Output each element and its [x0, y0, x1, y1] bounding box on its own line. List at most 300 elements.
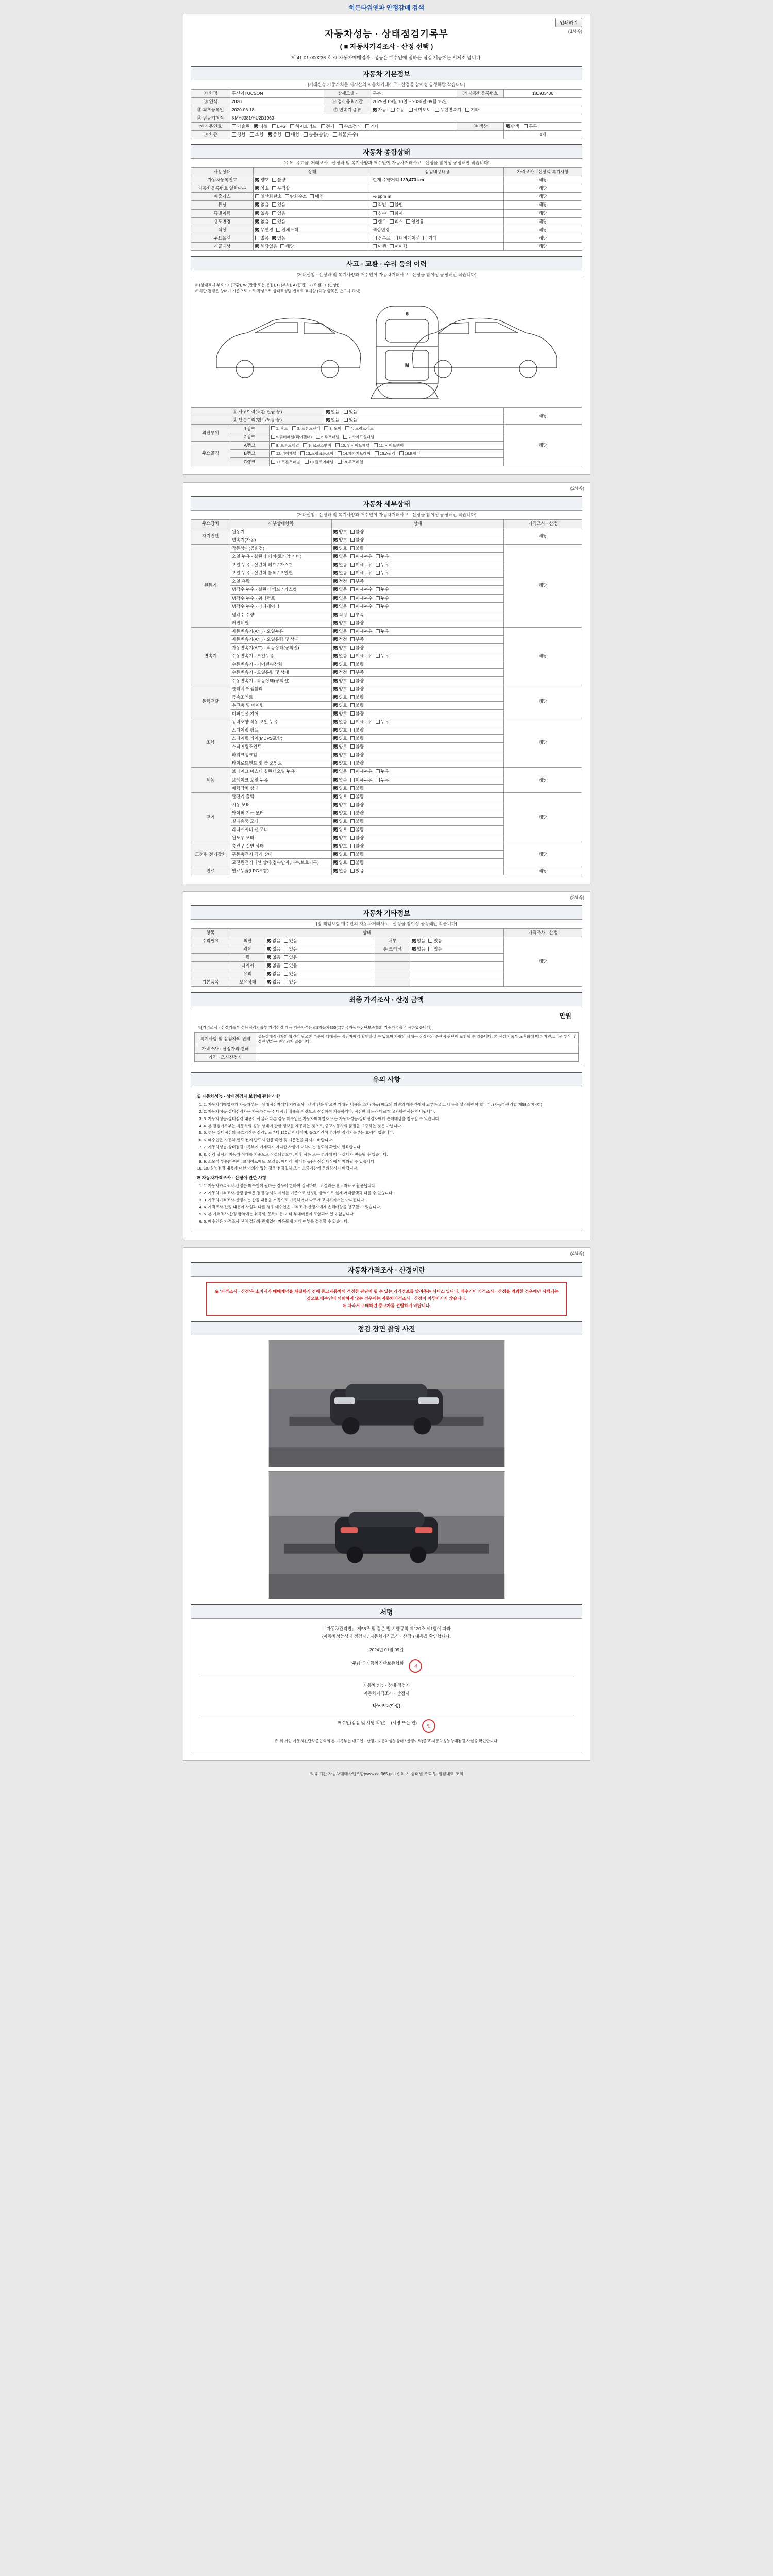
etc-row-label: 기본품목 — [191, 978, 230, 987]
opt-checked[interactable]: 양호 — [333, 802, 347, 808]
opt-na[interactable]: 해당없음 — [255, 244, 277, 249]
section-guide: 자동차가격조사 · 산정이란 — [191, 1262, 582, 1277]
opt-unchecked[interactable]: 누유 — [376, 554, 389, 560]
opt-fuel-diesel[interactable]: 디젤 — [254, 124, 267, 129]
opt-none[interactable]: 없음 — [255, 202, 268, 208]
opt-unchecked[interactable]: 불량 — [350, 546, 364, 551]
opt-yes[interactable]: 있음 — [272, 235, 285, 241]
part-hood[interactable]: 1. 후드 — [271, 426, 288, 431]
notice-item: 7. 7. 자동차성능·상태점검기록부에 기재되지 아니한 사항에 대하여는 별도의 확인이 필요합니다. — [204, 1144, 577, 1150]
notice-item: 3. 3. 자동차성능·상태점검 내용이 사실과 다른 경우 매수인은 자동차매매업자 또는 자동차성능·상태점검자에게 손해배상을 청구할 수 있습니다. — [204, 1116, 577, 1122]
detail-group-remark: 해당 — [504, 792, 582, 842]
detail-item-label: 추진축 및 베어링 — [230, 702, 331, 710]
opt-checked[interactable]: 양호 — [333, 835, 347, 841]
opt-smoke[interactable]: 매연 — [310, 194, 323, 199]
part-roof-rail[interactable]: 19.루프레일 — [338, 460, 363, 465]
opt-unchecked[interactable]: 미세누유 — [350, 554, 373, 560]
opt-checked[interactable]: 없음 — [412, 938, 425, 944]
opt-checked[interactable]: 적정 — [333, 670, 347, 675]
table-row — [195, 1032, 579, 1045]
opt-checked[interactable]: 양호 — [333, 686, 347, 692]
opt-unchecked[interactable]: 미세누유 — [350, 570, 373, 576]
opt-good[interactable]: 양호 — [255, 185, 268, 191]
section-etc: 자동차 기타정보 — [191, 905, 582, 920]
opt-biz[interactable]: 영업용 — [406, 219, 424, 225]
opt-notdone[interactable]: 미이행 — [390, 244, 408, 249]
opt-bad[interactable]: 부적합 — [272, 185, 290, 191]
detail-group-label: 자기진단 — [191, 528, 230, 545]
part-floor-panel[interactable]: 18.플로어패널 — [305, 460, 334, 465]
etc-row-options2 — [410, 962, 504, 970]
part-front-panel2[interactable]: 17.프론트패널 — [271, 460, 300, 465]
opt-applicable[interactable]: 해당 — [280, 244, 294, 249]
part-front-panel[interactable]: 8. 프론트패널 — [271, 443, 299, 448]
opt-done[interactable]: 이행 — [373, 244, 386, 249]
row-label: 리콜대상 — [191, 242, 254, 250]
opt-checked[interactable]: 없음 — [333, 587, 347, 592]
opt-co[interactable]: 일산화탄소 — [255, 194, 281, 199]
opt-unchecked[interactable]: 부족 — [350, 637, 364, 642]
notice-item: 8. 8. 점검 당시의 자동차 상태를 기준으로 작성되었으며, 이후 사용 또는 경과에 따라 상태가 변동될 수 있습니다. — [204, 1151, 577, 1158]
opt-unchecked[interactable]: 불량 — [350, 843, 364, 849]
opt-class-mid[interactable]: 중형 — [268, 132, 281, 138]
opt-fullpaint[interactable]: 전체도색 — [276, 227, 298, 233]
detail-item-options — [332, 668, 504, 676]
detail-item-options — [332, 842, 504, 850]
detail-item-label: 수동변속기 - 오일누유 — [230, 652, 331, 660]
opt-unchecked[interactable]: 있음 — [284, 955, 297, 960]
opt-color-two[interactable]: 투톤 — [524, 124, 537, 129]
opt-rep-yes[interactable]: 있음 — [344, 417, 357, 423]
opt-unchecked[interactable]: 불량 — [350, 537, 364, 543]
opt-unchecked[interactable]: 누유 — [376, 777, 389, 783]
opt-unchecked[interactable]: 불량 — [350, 703, 364, 708]
opt-unchecked[interactable]: 불량 — [350, 529, 364, 535]
part-trunk-floor[interactable]: 13.트렁크플로어 — [300, 451, 333, 456]
detail-item-label: 윈도우 모터 — [230, 834, 331, 842]
opt-unchecked[interactable]: 누수 — [376, 604, 389, 609]
section-etc-caption: [장 책임보험 매수인의 자동차거래사고 · 산정물 참이성 공정해만 작습니다] — [316, 921, 457, 927]
detail-item-options — [332, 792, 504, 801]
opt-trans-manual[interactable]: 수동 — [391, 107, 404, 113]
parts-rank2 — [269, 433, 503, 441]
opt-unchecked[interactable]: 불량 — [350, 810, 364, 816]
opt-trans-auto[interactable]: 자동 — [373, 107, 386, 113]
value-spec: 구분 : — [371, 90, 457, 98]
opt-unchecked[interactable]: 누수 — [376, 596, 389, 601]
opt-checked[interactable]: 적정 — [333, 579, 347, 584]
etc-row-sub2 — [375, 978, 410, 987]
opt-checked[interactable]: 없음 — [333, 653, 347, 659]
opt-unchecked[interactable]: 불량 — [350, 744, 364, 750]
opt-trans-etc[interactable]: 기타 — [465, 107, 479, 113]
detail-item-options — [332, 619, 504, 627]
opt-checked[interactable]: 없음 — [267, 938, 280, 944]
value-buyer-sign: (서명 또는 인) — [391, 1720, 417, 1726]
detail-item-options — [332, 784, 504, 792]
opt-fuel-etc[interactable]: 기타 — [365, 124, 379, 129]
opt-good[interactable]: 양호 — [255, 177, 268, 183]
opt-unchecked[interactable]: 부족 — [350, 612, 364, 618]
etc-row-sub: 보유상태 — [230, 978, 265, 987]
part-front-fender[interactable]: 2. 프론트펜더 — [292, 426, 321, 431]
signature-date: 2024년 01월 09일 — [369, 1647, 404, 1653]
opt-checked[interactable]: 양호 — [333, 827, 347, 833]
opt-class-truck[interactable]: 화물(특수) — [333, 132, 358, 138]
detail-item-label: 브레이크 오일 누유 — [230, 776, 331, 784]
opt-checked[interactable]: 없음 — [333, 769, 347, 774]
opt-unchecked[interactable]: 미세누유 — [350, 769, 373, 774]
page-label-4: (4/4쪽) — [570, 1250, 584, 1256]
opt-legal[interactable]: 적법 — [373, 202, 386, 208]
opt-unchecked[interactable]: 있음 — [428, 938, 442, 944]
signature-statement-1: 「자동차관리법」 제58조 및 같은 법 시행규칙 제120조 제1항에 따라 — [322, 1625, 451, 1631]
opt-color-single[interactable]: 단색 — [506, 124, 519, 129]
opt-unchecked[interactable]: 미세누유 — [350, 629, 373, 634]
detail-item-label: 고전원전기배선 상태(접속단자,피복,보호기구) — [230, 859, 331, 867]
opt-unchecked[interactable]: 미세누수 — [350, 604, 373, 609]
detail-item-options — [332, 693, 504, 702]
detail-group-remark: 해당 — [504, 842, 582, 867]
opt-yes[interactable]: 있음 — [272, 219, 285, 225]
opt-unchecked[interactable]: 누유 — [376, 653, 389, 659]
detail-item-options — [332, 867, 504, 875]
part-side-member[interactable]: 11. 사이드멤버 — [374, 443, 404, 448]
th-etc-2: 가격조사 · 산정 — [504, 929, 582, 937]
page-subtitle: ( ■ 자동차가격조사 · 산정 선택 ) — [340, 43, 433, 50]
label-simple-repair: ② 단순수리(덴트/도장 등) — [191, 416, 324, 424]
opt-flood[interactable]: 침수 — [373, 211, 386, 216]
page-label-2: (2/4쪽) — [570, 486, 584, 492]
detail-item-options — [332, 801, 504, 809]
opt-unchecked[interactable]: 있음 — [350, 868, 364, 874]
accident-summary-table — [191, 408, 582, 425]
opt-checked[interactable]: 양호 — [333, 860, 347, 866]
opt-unchecked[interactable]: 불량 — [350, 736, 364, 741]
page-1 — [183, 14, 590, 475]
row-opts — [254, 193, 371, 201]
page-title: 자동차성능 · 상태점검기록부 — [325, 29, 448, 39]
opt-checked[interactable]: 없음 — [267, 963, 280, 969]
part-rear-panel[interactable]: 12.리어패널 — [271, 451, 296, 456]
opt-unchecked[interactable]: 불량 — [350, 852, 364, 857]
opt-unchecked[interactable]: 미세누유 — [350, 719, 373, 725]
opt-unchecked[interactable]: 불량 — [350, 686, 364, 692]
opt-unchecked[interactable]: 누유 — [376, 629, 389, 634]
opt-checked[interactable]: 양호 — [333, 843, 347, 849]
opt-checked[interactable]: 없음 — [333, 554, 347, 560]
part-b-pillar[interactable]: 16.B필러 — [399, 451, 420, 456]
price-amount-row — [194, 1009, 579, 1023]
opt-unchecked[interactable]: 불량 — [350, 794, 364, 800]
detail-group-label: 동력전달 — [191, 685, 230, 718]
opt-checked[interactable]: 양호 — [333, 537, 347, 543]
rank-c: C랭크 — [230, 458, 269, 466]
detail-item-options — [332, 528, 504, 536]
etc-row-label — [191, 970, 230, 978]
opt-trans-semi[interactable]: 세미오토 — [409, 107, 431, 113]
table-row — [191, 217, 582, 226]
opt-unchecked[interactable]: 있음 — [284, 946, 297, 952]
part-a-pillar[interactable]: 15.A필러 — [375, 451, 395, 456]
opt-unchecked[interactable]: 누유 — [376, 769, 389, 774]
label-inspector-note: 특기사항 및 점검자의 견해 — [195, 1032, 256, 1045]
opt-unchecked[interactable]: 누유 — [376, 562, 389, 568]
opt-unchecked[interactable]: 불량 — [350, 860, 364, 866]
signature-footer-note: ※ 위 기입 자동차진단보증협회의 본 기록부는 매도인 · 산정 / 자동차성능상태 / 산정이력(중고)자동차성능상태점검 사실을 확인합니다. — [274, 1739, 499, 1744]
row-opts — [254, 176, 371, 184]
row-note: 색상변경 — [371, 226, 504, 234]
opt-class-large[interactable]: 대형 — [285, 132, 299, 138]
opt-acc-yes[interactable]: 있음 — [344, 409, 357, 415]
notice-item: 5. 5. 성능·상태점검의 유효기간은 점검일로부터 120일 이내이며, 유효기간이 경과한 점검기록부는 효력이 없습니다. — [204, 1130, 577, 1136]
detail-item-label: 동력조향 작동 오일 누유 — [230, 718, 331, 726]
section-photos: 점검 장면 촬영 사진 — [191, 1321, 582, 1335]
detail-item-label: 수동변속기 - 오일유량 및 상태 — [230, 668, 331, 676]
opt-unchecked[interactable]: 불량 — [350, 802, 364, 808]
opt-fuel-hybrid[interactable]: 하이브리드 — [290, 124, 316, 129]
opt-fuel-gasoline[interactable]: 가솔린 — [232, 124, 250, 129]
opt-unchecked[interactable]: 있음 — [284, 971, 297, 977]
opt-illegal[interactable]: 불법 — [390, 202, 403, 208]
etc-row-label — [191, 945, 230, 954]
opt-checked[interactable]: 없음 — [333, 629, 347, 634]
value-transmission — [371, 106, 582, 114]
opt-checked[interactable]: 양호 — [333, 645, 347, 651]
opt-unchecked[interactable]: 불량 — [350, 835, 364, 841]
opt-checked[interactable]: 없음 — [267, 946, 280, 952]
opt-unchecked[interactable]: 불량 — [350, 678, 364, 684]
opt-checked[interactable]: 적정 — [333, 637, 347, 642]
value-year: 2020 — [230, 98, 324, 106]
opt-unchecked[interactable]: 미세누수 — [350, 596, 373, 601]
notice-item: 6. 6. 매수인은 가격조사·산정 결과와 관계없이 자유롭게 거래 여부를 결정할 수 있습니다. — [204, 1218, 577, 1225]
opt-unchecked[interactable]: 불량 — [350, 711, 364, 717]
opt-unchecked[interactable]: 미세누유 — [350, 777, 373, 783]
etc-row-options2 — [410, 970, 504, 978]
opt-checked[interactable]: 양호 — [333, 694, 347, 700]
detail-item-options — [332, 586, 504, 594]
table-row — [195, 1045, 579, 1054]
th-overall-3: 가격조사 · 산정액 특기사항 — [504, 168, 582, 176]
opt-none[interactable]: 없음 — [255, 235, 268, 241]
opt-unchecked[interactable]: 불량 — [350, 819, 364, 824]
table-row — [191, 792, 582, 801]
opt-checked[interactable]: 양호 — [333, 546, 347, 551]
opt-checked[interactable]: 없음 — [267, 955, 280, 960]
notice-item: 1. 1. 자동차가격조사·산정은 매수인이 원하는 경우에 한하여 실시하며, 그 결과는 참고자료로 활용됩니다. — [204, 1183, 577, 1189]
notice-body — [191, 1086, 582, 1231]
opt-rent[interactable]: 렌트 — [373, 219, 386, 225]
opt-unchecked[interactable]: 누유 — [376, 719, 389, 725]
etc-row-options — [265, 978, 375, 987]
svg-text:M: M — [405, 362, 409, 368]
opt-unchecked[interactable]: 미세누유 — [350, 562, 373, 568]
detail-item-options — [332, 561, 504, 569]
opt-checked[interactable]: 양호 — [333, 786, 347, 791]
opt-checked[interactable]: 없음 — [333, 604, 347, 609]
opt-unchecked[interactable]: 불량 — [350, 827, 364, 833]
opt-fuel-ev[interactable]: 전기 — [321, 124, 334, 129]
opt-unchecked[interactable]: 불량 — [350, 645, 364, 651]
section-notice: 유의 사항 — [191, 1072, 582, 1086]
opt-checked[interactable]: 양호 — [333, 852, 347, 857]
opt-unchecked[interactable]: 있음 — [428, 946, 442, 952]
opt-fuel-lpg[interactable]: LPG — [272, 124, 286, 129]
value-vin: 18J9J34J6 — [504, 90, 582, 98]
row-note — [371, 242, 504, 250]
detail-item-label: 실내송풍 모터 — [230, 817, 331, 825]
detail-group-label: 원동기 — [191, 545, 230, 627]
opt-class-small[interactable]: 소형 — [250, 132, 263, 138]
opt-none[interactable]: 없음 — [255, 219, 268, 225]
opt-checked[interactable]: 양호 — [333, 752, 347, 758]
opt-trans-cvt[interactable]: 무단변속기 — [435, 107, 461, 113]
label-color: ⑩ 색상 — [457, 123, 504, 131]
opt-checked[interactable]: 양호 — [333, 736, 347, 741]
opt-checked[interactable]: 양호 — [333, 662, 347, 667]
opt-lease[interactable]: 리스 — [390, 219, 403, 225]
opt-unchecked[interactable]: 불량 — [350, 727, 364, 733]
opt-unchecked[interactable]: 불량 — [350, 752, 364, 758]
table-row — [191, 242, 582, 250]
opt-checked[interactable]: 없음 — [267, 971, 280, 977]
opt-nochange[interactable]: 무변경 — [255, 227, 273, 233]
opt-unchecked[interactable]: 불량 — [350, 694, 364, 700]
opt-unchecked[interactable]: 누유 — [376, 570, 389, 576]
detail-item-options — [332, 751, 504, 759]
opt-checked[interactable]: 양호 — [333, 678, 347, 684]
opt-class-light[interactable]: 경형 — [232, 132, 245, 138]
label-year: ③ 연식 — [191, 98, 230, 106]
opt-checked[interactable]: 양호 — [333, 620, 347, 626]
part-door[interactable]: 3. 도어 — [324, 426, 341, 431]
opt-checked[interactable]: 없음 — [333, 868, 347, 874]
detail-item-options — [332, 652, 504, 660]
opt-yes[interactable]: 있음 — [272, 202, 285, 208]
row-remark: 해당 — [504, 201, 582, 209]
part-trunk-lid[interactable]: 4. 트렁크리드 — [345, 426, 374, 431]
part-package-tray[interactable]: 14.패키지트레이 — [338, 451, 371, 456]
detail-item-label: 자동변속기(A/T) - 오일유량 및 상태 — [230, 635, 331, 643]
opt-checked[interactable]: 없음 — [267, 979, 280, 985]
page-label-3: (3/4쪽) — [570, 895, 584, 901]
detail-item-label: 오일 누유 - 실린더 커버(로커암 커버) — [230, 553, 331, 561]
label-car-name: ① 차명 — [191, 90, 230, 98]
detail-item-label: 냉각수 누수 - 라디에이터 — [230, 602, 331, 611]
detail-item-options — [332, 611, 504, 619]
opt-checked[interactable]: 양호 — [333, 711, 347, 717]
signature-row-appraiser — [199, 1690, 574, 1698]
opt-unchecked[interactable]: 불량 — [350, 760, 364, 766]
part-inside-panel[interactable]: 10. 인사이드패널 — [335, 443, 369, 448]
th-detail-2: 상태 — [332, 520, 504, 528]
opt-class-van[interactable]: 승용(승합) — [304, 132, 329, 138]
opt-unchecked[interactable]: 불량 — [350, 620, 364, 626]
detail-group-remark: 해당 — [504, 528, 582, 545]
opt-checked[interactable]: 양호 — [333, 819, 347, 824]
opt-fire[interactable]: 화재 — [390, 211, 403, 216]
row-remark: 해당 — [504, 184, 582, 193]
opt-checked[interactable]: 양호 — [333, 529, 347, 535]
opt-etc[interactable]: 기타 — [423, 235, 436, 241]
opt-unchecked[interactable]: 미세누수 — [350, 587, 373, 592]
row-note — [371, 184, 504, 193]
opt-unchecked[interactable]: 불량 — [350, 662, 364, 667]
opt-checked[interactable]: 없음 — [333, 562, 347, 568]
opt-unchecked[interactable]: 있음 — [284, 979, 297, 985]
group-main-frame: 주요골격 — [191, 441, 230, 466]
row-note: % ppm m — [371, 193, 504, 201]
opt-checked[interactable]: 적정 — [333, 612, 347, 618]
opt-checked[interactable]: 양호 — [333, 744, 347, 750]
opt-unchecked[interactable]: 부족 — [350, 579, 364, 584]
svg-text:6: 6 — [406, 311, 409, 316]
opt-checked[interactable]: 없음 — [412, 946, 425, 952]
opt-fuel-hydrogen[interactable]: 수소전기 — [339, 124, 361, 129]
section-basic-caption: [거래신청 가중가치문 제시산의 자동차거래사고 · 산정물 참이성 공정해만 작습니다] — [308, 82, 465, 87]
opt-bad[interactable]: 불량 — [272, 177, 285, 183]
opt-acc-none[interactable]: 없음 — [326, 409, 339, 415]
row-label: 색상 — [191, 226, 254, 234]
print-button[interactable]: 인쇄하기 — [555, 18, 582, 27]
opt-checked[interactable]: 없음 — [333, 777, 347, 783]
section-accident: 사고 · 교환 · 수리 등의 이력 — [191, 256, 582, 270]
part-side-sill[interactable]: 7.사이드실패널 — [343, 435, 374, 440]
part-roof-panel[interactable]: 6.루프패널 — [316, 435, 339, 440]
opt-checked[interactable]: 양호 — [333, 810, 347, 816]
opt-unchecked[interactable]: 불량 — [350, 786, 364, 791]
opt-checked[interactable]: 양호 — [333, 703, 347, 708]
opt-unchecked[interactable]: 미세누유 — [350, 653, 373, 659]
opt-checked[interactable]: 없음 — [333, 719, 347, 725]
detail-item-label: 와이퍼 기능 모터 — [230, 809, 331, 817]
opt-rep-none[interactable]: 없음 — [326, 417, 339, 423]
opt-unchecked[interactable]: 있음 — [284, 938, 297, 944]
row-opts — [254, 234, 371, 242]
detail-item-options — [332, 660, 504, 668]
opt-checked[interactable]: 양호 — [333, 727, 347, 733]
opt-checked[interactable]: 양호 — [333, 760, 347, 766]
part-cross-member[interactable]: 9. 크로스멤버 — [303, 443, 331, 448]
opt-sunroof[interactable]: 선루프 — [373, 235, 391, 241]
etc-row-sub: 유리 — [230, 970, 265, 978]
opt-hc[interactable]: 탄화수소 — [285, 194, 307, 199]
row-note-value: 139,473 km — [400, 177, 424, 183]
opt-unchecked[interactable]: 있음 — [284, 963, 297, 969]
opt-unchecked[interactable]: 부족 — [350, 670, 364, 675]
page-2 — [183, 482, 590, 884]
row-label: 용도변경 — [191, 217, 254, 226]
part-quarter-panel[interactable]: 5.쿼터패널(리어펜더) — [271, 435, 312, 440]
etc-row-label — [191, 962, 230, 970]
opt-none[interactable]: 없음 — [255, 211, 268, 216]
parts-rank-c — [269, 458, 503, 466]
etc-row-sub: 타이어 — [230, 962, 265, 970]
accident-remark: 해당 — [504, 408, 582, 424]
notice-list-1 — [204, 1101, 577, 1172]
th-detail-0: 주요장치 — [191, 520, 230, 528]
detail-item-label: 변속기(자동) — [230, 536, 331, 545]
opt-checked[interactable]: 양호 — [333, 794, 347, 800]
opt-yes[interactable]: 있음 — [272, 211, 285, 216]
table-row — [191, 201, 582, 209]
opt-checked[interactable]: 없음 — [333, 570, 347, 576]
opt-unchecked[interactable]: 누수 — [376, 587, 389, 592]
opt-navi[interactable]: 내비게이션 — [394, 235, 420, 241]
row-label: 튜닝 — [191, 201, 254, 209]
opt-checked[interactable]: 없음 — [333, 596, 347, 601]
